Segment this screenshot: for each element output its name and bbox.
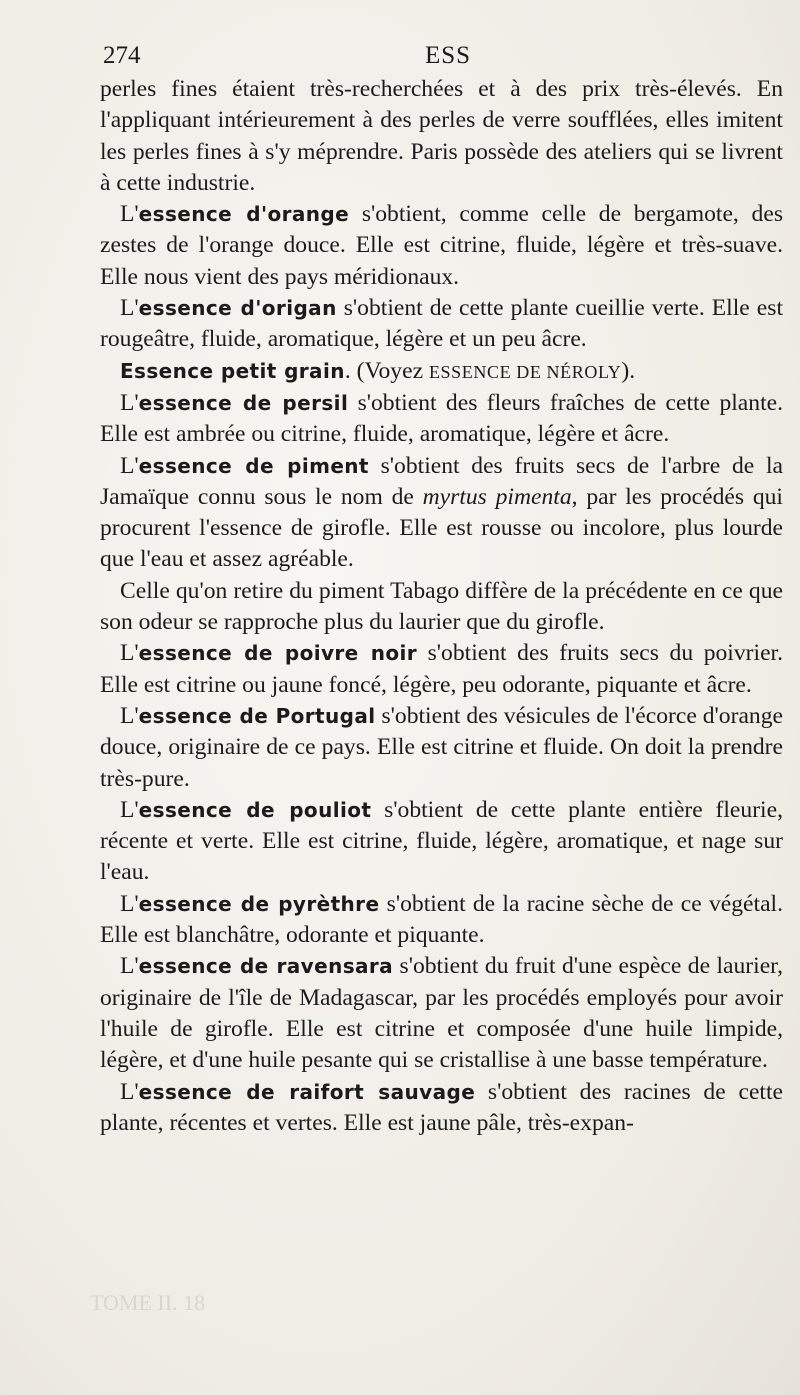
- entry-keyword: essence d'origan: [138, 296, 337, 321]
- paragraph: [100, 199, 783, 293]
- cross-reference: ESSENCE DE NÉROLY: [428, 361, 622, 382]
- text-run: ).: [621, 357, 636, 384]
- paragraph: [100, 451, 783, 576]
- page-header: [103, 42, 780, 76]
- text-run: s'obtient de cette plante entière fleurie, récente et verte. Elle est citrine, fluide, légère, aromatique, et nage sur l'eau.: [100, 796, 783, 886]
- text-run: . (Voyez: [344, 357, 429, 384]
- text-run: Celle qu'on retire du piment Tabago diffère de la précédente en ce que son odeur se rapproche plus du laurier que du girofle.: [100, 577, 783, 636]
- text-run: L': [120, 953, 139, 980]
- paragraph: [100, 889, 783, 952]
- paragraph: [100, 74, 783, 199]
- paragraph: [100, 356, 783, 388]
- text-run: L': [120, 1078, 139, 1105]
- italic-term: myrtus pimenta: [422, 483, 572, 510]
- entry-keyword: essence de pyrèthre: [138, 891, 380, 916]
- paragraph: [100, 638, 783, 701]
- paragraph: [100, 795, 783, 889]
- paragraph: [100, 293, 783, 356]
- text-run: perles fines étaient très-recherchées et à des prix très-élevés. En l'appliquant intérieurement à des perles de verre soufflées, elles imitent les perles fines à s'y méprendre. Paris possède des ateliers qui se livrent à cette industrie.: [100, 76, 783, 196]
- text-run: L': [120, 295, 139, 322]
- text-run: L': [120, 389, 139, 416]
- paragraph: [100, 388, 783, 451]
- text-run: s'obtient de la racine sèche de ce végétal. Elle est blanchâtre, odorante et piquante.: [100, 890, 783, 949]
- text-run: L': [120, 702, 139, 729]
- paragraph: [100, 701, 783, 795]
- entry-keyword: essence de poivre noir: [138, 641, 418, 666]
- body-text: [100, 74, 783, 1139]
- text-run: s'obtient des racines de cette plante, récentes et vertes. Elle est jaune pâle, très-expan-: [100, 1078, 783, 1136]
- entry-keyword: Essence petit grain: [120, 358, 345, 383]
- text-run: L': [120, 201, 139, 228]
- paragraph: [100, 951, 783, 1076]
- entry-keyword: essence de pouliot: [138, 797, 372, 822]
- text-run: , par les procédés qui procurent l'essence de girofle. Elle est rousse ou incolore, plus lourde que l'eau et assez agréable.: [100, 483, 783, 573]
- text-run: s'obtient des fleurs fraîches de cette plante. Elle est ambrée ou citrine, fluide, aromatique, légère et âcre.: [100, 389, 783, 448]
- text-run: L': [120, 890, 139, 917]
- show-through-text: TOME II. 18: [90, 1290, 206, 1315]
- entry-keyword: essence de piment: [138, 453, 369, 478]
- text-run: s'obtient du fruit d'une espèce de laurier, originaire de l'île de Madagascar, par les procédés employés pour avoir l'huile de girofle. Elle est citrine et composée d'une huile limpide, légère, et d'une huile pesante qui se cristallise à une basse température.: [100, 953, 783, 1074]
- entry-keyword: essence de ravensara: [138, 954, 394, 979]
- text-run: s'obtient des fruits secs du poivrier. Elle est citrine ou jaune foncé, légère, peu odorante, piquante et âcre.: [100, 640, 783, 698]
- entry-keyword: essence de Portugal: [138, 703, 376, 728]
- text-run: L': [120, 640, 139, 667]
- entry-keyword: essence de persil: [138, 390, 349, 415]
- text-run: s'obtient, comme celle de bergamote, des zestes de l'orange douce. Elle est citrine, fluide, légère et très-suave. Elle nous vient des pays méridionaux.: [100, 201, 783, 290]
- entry-keyword: essence de raifort sauvage: [138, 1079, 476, 1104]
- entry-keyword: essence d'orange: [138, 202, 350, 227]
- text-run: s'obtient des vésicules de l'écorce d'orange douce, originaire de ce pays. Elle est citrine et fluide. On doit la prendre très-pure.: [100, 702, 783, 792]
- paragraph: [100, 576, 783, 639]
- paragraph: [100, 1077, 783, 1140]
- page-number: 274: [103, 42, 141, 69]
- text-run: s'obtient des fruits secs de l'arbre de la Jamaïque connu sous le nom de: [100, 452, 783, 510]
- text-run: L': [120, 452, 139, 479]
- text-run: L': [120, 796, 139, 823]
- text-run: s'obtient de cette plante cueillie verte. Elle est rougeâtre, fluide, aromatique, légère et un peu âcre.: [100, 295, 783, 353]
- running-head: ESS: [425, 42, 472, 69]
